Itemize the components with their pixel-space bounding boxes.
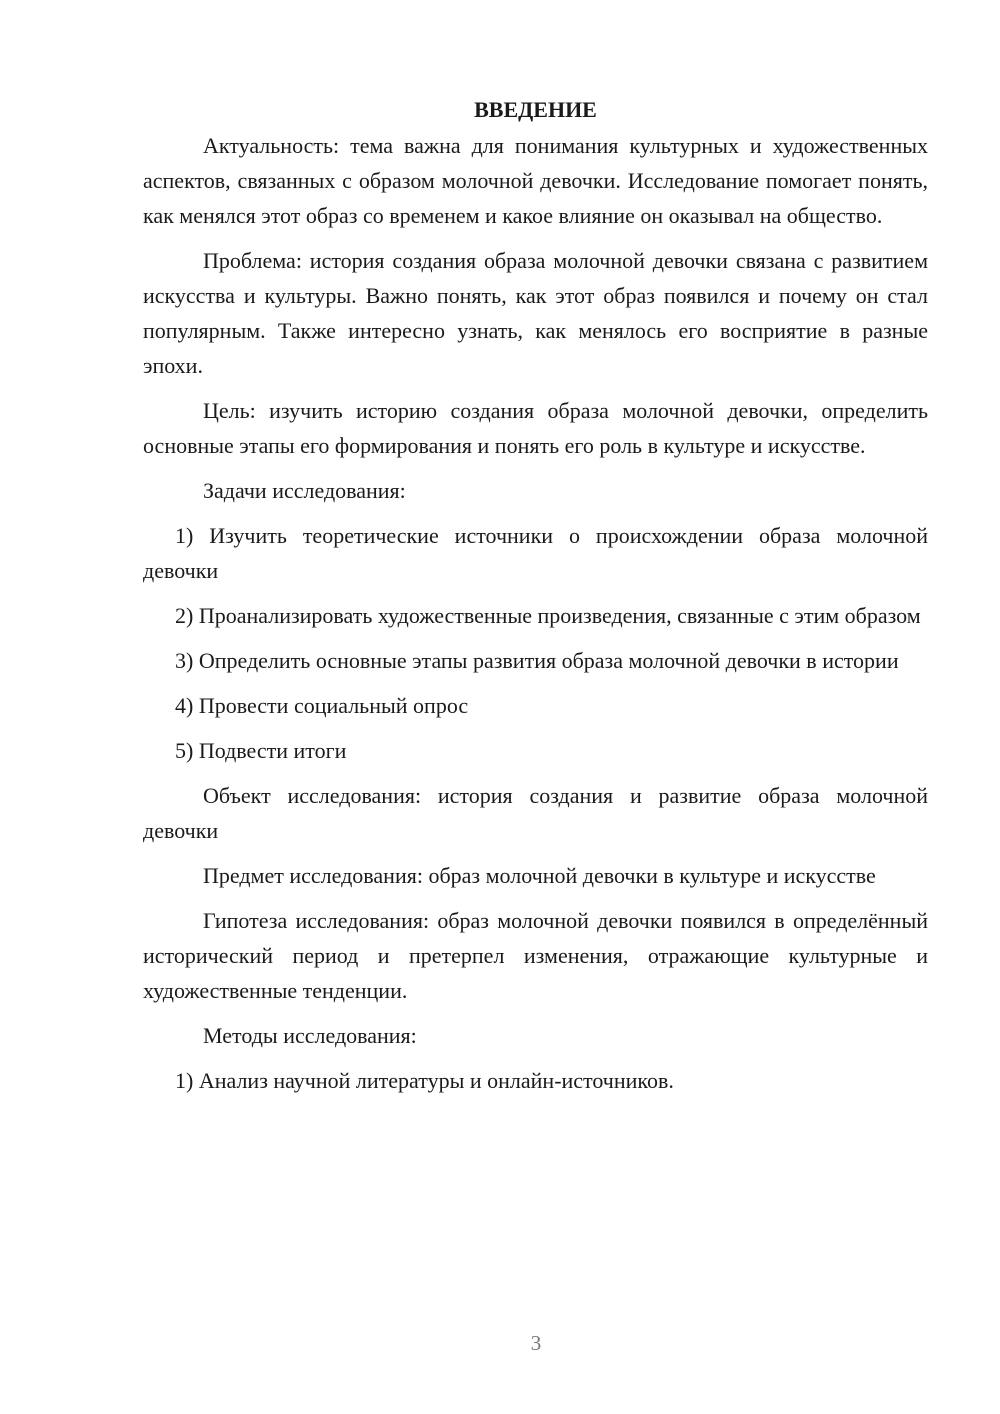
- task-item-4: 4) Провести социальный опрос: [175, 693, 469, 718]
- page-number: 3: [530, 1331, 542, 1355]
- tasks-heading: Задачи исследования:: [203, 478, 406, 503]
- paragraph-object: Объект исследования: история создания и развитие образа молочной девочки: [143, 783, 928, 843]
- paragraph-hypothesis: Гипотеза исследования: образ молочной девочки появился в определённый исторический период и претерпел изменения, отражающие культурные и художественные тенденции.: [143, 908, 928, 1003]
- paragraph-relevance: Актуальность: тема важна для понимания культурных и художественных аспектов, связанных с образом молочной девочки. Исследование помогает понять, как менялся этот образ со временем и какое влияние он оказывал на общество.: [143, 133, 928, 228]
- task-item-1: 1) Изучить теоретические источники о происхождении образа молочной девочки: [143, 523, 928, 583]
- paragraph-goal: Цель: изучить историю создания образа молочной девочки, определить основные этапы его формирования и понять его роль в культуре и искусстве.: [143, 398, 928, 458]
- paragraph-problem: Проблема: история создания образа молочной девочки связана с развитием искусства и культуры. Важно понять, как этот образ появился и почему он стал популярным. Также интересно узнать, как менялось его восприятие в разные эпохи.: [143, 248, 928, 378]
- method-item-1: 1) Анализ научной литературы и онлайн-источников.: [175, 1068, 674, 1093]
- paragraph-subject: Предмет исследования: образ молочной девочки в культуре и искусстве: [203, 863, 876, 888]
- methods-heading: Методы исследования:: [203, 1023, 417, 1048]
- task-item-2: 2) Проанализировать художественные произведения, связанные с этим образом: [175, 603, 921, 628]
- section-title: ВВЕДЕНИЕ: [474, 97, 597, 122]
- task-item-5: 5) Подвести итоги: [175, 738, 347, 763]
- task-item-3: 3) Определить основные этапы развития образа молочной девочки в истории: [175, 648, 899, 673]
- document-page: [143, 92, 928, 1108]
